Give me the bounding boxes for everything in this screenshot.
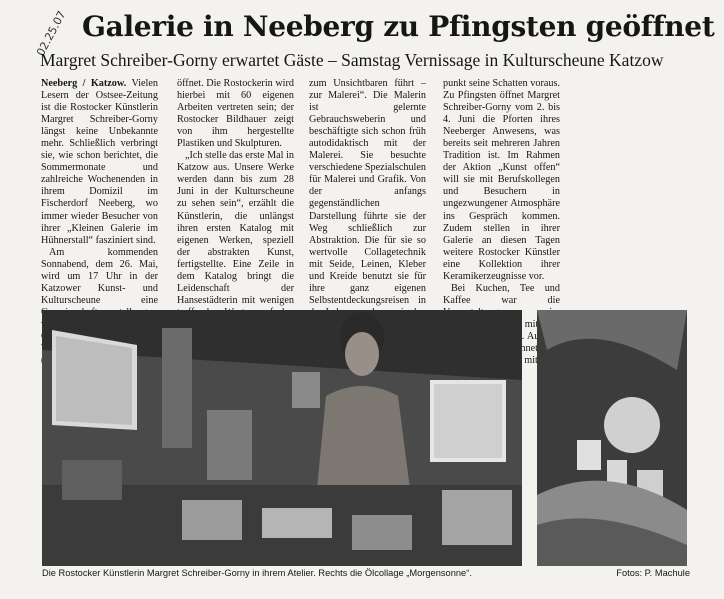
article-paragraph: „Ich stelle das erste Mal in Katzow aus. Unsere Werke werden dann bis zum 28 Juni in der Kulturscheune zu sehen sein“, erzählt die Künstlerin, die unlängst ihren ersten Katalog mit eigenen Werken, speziell der abstrakten Kunst, fertigstellte. Eine Zeile in dem Katalog bringt die Leidenschaft der Hansestädterin mit wenigen [177, 150, 294, 306]
subheadline: Margret Schreiber-Gorny erwartet Gäste – Samstag Vernissage in Kulturscheune Katzow [40, 50, 664, 70]
article-paragraph [41, 78, 158, 247]
atelier-photo-drawing [42, 310, 522, 566]
article-paragraph: Bei Kuchen, Tee und Kaffee war die mit rechnet mit [443, 282, 560, 367]
article-paragraph: öffnet. Die Rostockerin wird hierbei mit 60 eigenen Arbeiten vertreten sein; der Rostocker Bildhauer zeigt von ihm hergestellte Plastiken und Skulpturen. [177, 78, 294, 150]
handwritten-date-note: 02.25.07 [34, 8, 69, 59]
article-paragraph: punkt seine Schatten voraus. Zu Pfingsten öffnet Margret Schreiber-Gorny vom 2. bis 4. Juni die Pforten ihres Neeberger Anwesens, was bereits seit mehreren Jahren Tradition ist. Im Rahmen der Aktion „Kunst offen“ will sie mit Berufskollegen und Besuchern in ungezwungener Atmosphäre ins Gespräch kommen. Zudem stellen in ihrer Galerie an diesen Tagen weitere Rostocker Künstler eine Kollektion ihrer Keramikerzeugnisse vor. [443, 78, 560, 282]
collage-photo-drawing [537, 310, 687, 566]
article-body [41, 78, 721, 367]
article-paragraph: zum Unsichtbaren führt – zur Malerei“. Die Malerin ist gelernte Gebrauchsweberin und beschäftigte sich schon früh autodidaktisch mit der Malerei. Sie besuchte verschiedene Spezialschulen für Malerei und Grafik. Von der anfangs gegenständlichen Darstellung führte sie der Weg schließlich zur Abstraktion. Die für sie so wertvolle Collagetechnik mit Seide, Leinen, Kleber und Kreide benutzt sie für ihre ganz eigenen Selbstentdeckungsreisen in [309, 78, 426, 306]
article-paragraph: Am kommenden Sonnabend, dem 26. Mai, wird um 17 Uhr in der Katzower Kunst- und Kulturscheune eine [41, 246, 158, 306]
atelier-photo [42, 310, 522, 566]
dateline: Neeberg / Katzow. [41, 78, 127, 89]
collage-photo-morgensonne [537, 310, 687, 566]
paragraph-text: Vielen Lesern der Ostsee-Zeitung ist die Rostocker Künstlerin Margret Schreiber-Gorny längst keine Unbekannte mehr. Schließlich verbringt sie, wie schon berichtet, die Sommermonate und zahlreiche Wochenenden in ihrem Domizil im Fischerdorf Neeberg, wo immer wieder Besucher von ihrer „Kleinen Galerie im Hühnerstall“ fasziniert sind. [41, 78, 158, 246]
photo-credit: Fotos: P. Machule [616, 568, 690, 578]
photo-caption: Die Rostocker Künstlerin Margret Schreiber-Gorny in ihrem Atelier. Rechts die Ölcollage „Morgensonne“. [42, 568, 472, 578]
headline: Galerie in Neeberg zu Pfingsten geöffnet [82, 10, 715, 43]
